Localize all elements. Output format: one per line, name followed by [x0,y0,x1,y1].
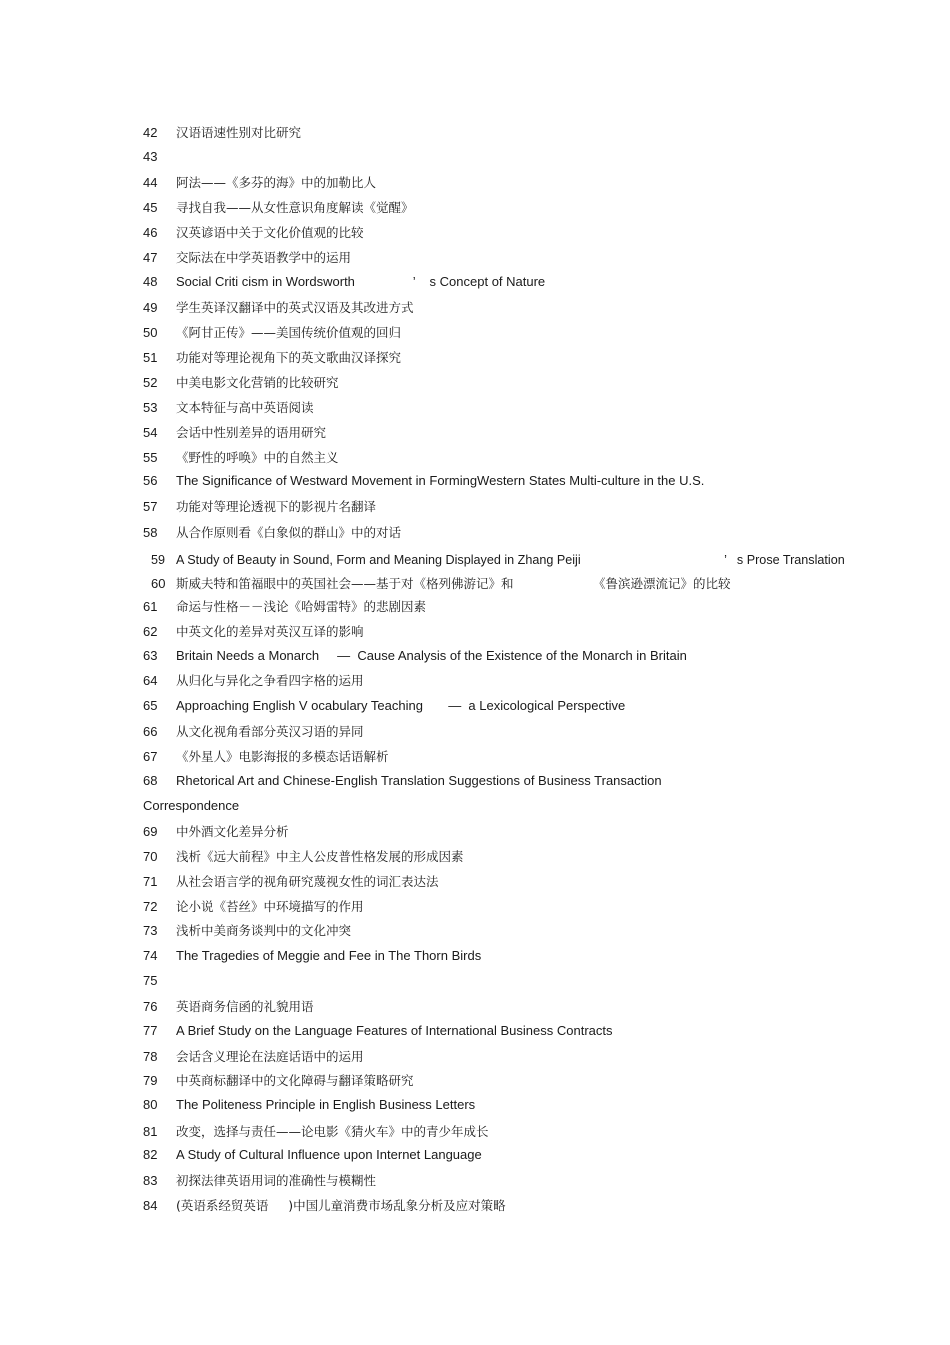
item-title: 斯威夫特和笛福眼中的英国社会——基于对《格列佛游记》和 《鲁滨逊漂流记》的比较 [176,576,731,591]
list-item [143,448,950,468]
item-number: 53 [143,400,158,415]
list-item [143,1095,950,1115]
item-title: Approaching English V ocabulary Teaching — a Lexicological Perspective [176,698,626,713]
item-number: 51 [143,350,158,365]
list-item [143,1171,950,1191]
item-number: 63 [143,648,158,663]
item-number: 58 [143,525,158,540]
list-item [143,646,950,666]
item-title: 英语商务信函的礼貌用语 [176,999,314,1014]
list-item [143,722,950,742]
item-number: 73 [143,923,158,938]
list-item [143,1021,950,1041]
item-number: 83 [143,1173,158,1188]
item-title: 功能对等理论透视下的影视片名翻译 [176,499,377,514]
list-item [143,373,950,393]
item-title: 浅析中美商务谈判中的文化冲突 [176,923,352,938]
list-item [143,123,950,143]
item-number: 82 [143,1147,158,1162]
item-title: 学生英译汉翻译中的英式汉语及其改进方式 [176,300,414,315]
item-title: 浅析《远大前程》中主人公皮普性格发展的形成因素 [176,849,464,864]
item-title: 《外星人》电影海报的多模态话语解析 [176,749,389,764]
list-item [143,597,950,617]
item-title: 文本特征与高中英语阅读 [176,400,314,415]
item-number: 81 [143,1124,158,1139]
item-title: The Tragedies of Meggie and Fee in The Thorn Birds [176,948,482,963]
list-item [143,1145,950,1165]
item-title: (英语系经贸英语 )中国儿童消费市场乱象分析及应对策略 [176,1198,506,1213]
item-number: 48 [143,274,158,289]
list-item [143,847,950,867]
item-title: The Politeness Principle in English Business Letters [176,1097,476,1112]
list-item [143,872,950,892]
list-item [143,198,950,218]
item-number: 50 [143,325,158,340]
item-title: 命运与性格－－浅论《哈姆雷特》的悲剧因素 [176,599,427,614]
item-number: 45 [143,200,158,215]
item-title: 中英文化的差异对英汉互译的影响 [176,624,364,639]
list-item [143,348,950,368]
item-number: 52 [143,375,158,390]
item-title: 从合作原则看《白象似的群山》中的对话 [176,525,402,540]
item-number: 44 [143,175,158,190]
list-item [143,971,950,991]
item-number: 64 [143,673,158,688]
item-number: 57 [143,499,158,514]
item-title: Social Criti cism in Wordsworth ’ s Concept of Nature [176,274,546,289]
item-title: 寻找自我——从女性意识角度解读《觉醒》 [176,200,414,215]
list-item [143,523,950,543]
list-item [143,921,950,941]
list-item [143,323,950,343]
list-item [143,147,950,167]
list-item [143,248,950,268]
list-item [143,747,950,767]
list-item [143,622,950,642]
item-number: 75 [143,973,158,988]
list-item [143,398,950,418]
item-title: The Significance of Westward Movement in FormingWestern States Multi-culture in the U.S. [176,473,705,488]
list-item [143,173,950,193]
item-title: 中美电影文化营销的比较研究 [176,375,339,390]
list-item [143,471,950,491]
item-number: 60 [151,576,166,591]
item-title: A Study of Cultural Influence upon Internet Language [176,1147,482,1162]
item-number: 71 [143,874,158,889]
list-item [143,946,950,966]
list-item-continuation: Correspondence [143,798,240,813]
item-number: 69 [143,824,158,839]
item-number: 80 [143,1097,158,1112]
item-title: 论小说《苔丝》中环境描写的作用 [176,899,364,914]
item-title: 中英商标翻译中的文化障碍与翻译策略研究 [176,1073,414,1088]
list-item [143,696,950,716]
item-title: 阿法——《多芬的海》中的加勒比人 [176,175,377,190]
item-title: 汉英谚语中关于文化价值观的比较 [176,225,364,240]
item-number: 62 [143,624,158,639]
list-item [143,423,950,443]
item-number: 68 [143,773,158,788]
list-item [143,997,950,1017]
list-item [143,1047,950,1067]
list-item [143,1122,950,1142]
list-item [151,574,950,594]
list-item [143,897,950,917]
item-number: 56 [143,473,158,488]
list-item [151,550,950,570]
item-number: 65 [143,698,158,713]
item-number: 74 [143,948,158,963]
item-title: A Study of Beauty in Sound, Form and Meaning Displayed in Zhang Peiji ’ s Prose Translation [176,553,845,567]
item-title: 交际法在中学英语教学中的运用 [176,250,352,265]
item-number: 78 [143,1049,158,1064]
item-title: 初探法律英语用词的准确性与模糊性 [176,1173,377,1188]
list-item [143,1196,950,1216]
item-number: 54 [143,425,158,440]
item-title: 中外酒文化差异分析 [176,824,289,839]
list-item [143,272,950,292]
item-number: 55 [143,450,158,465]
item-title: 汉语语速性别对比研究 [176,125,302,140]
item-number: 42 [143,125,158,140]
item-number: 59 [151,553,166,567]
item-title: 会话中性别差异的语用研究 [176,425,327,440]
list-item [143,771,950,791]
item-number: 49 [143,300,158,315]
item-number: 72 [143,899,158,914]
item-title: A Brief Study on the Language Features of International Business Contracts [176,1023,613,1038]
item-number: 76 [143,999,158,1014]
item-title: 《阿甘正传》——美国传统价值观的回归 [176,325,402,340]
item-number: 79 [143,1073,158,1088]
item-title: 从社会语言学的视角研究蔑视女性的词汇表达法 [176,874,439,889]
item-number: 66 [143,724,158,739]
item-title: Britain Needs a Monarch — Cause Analysis of the Existence of the Monarch in Britain [176,648,687,663]
list-item [143,822,950,842]
item-title: 功能对等理论视角下的英文歌曲汉译探究 [176,350,402,365]
item-title: 改变，选择与责任——论电影《猜火车》中的青少年成长 [176,1124,489,1139]
item-title: 《野性的呼唤》中的自然主义 [176,450,339,465]
list-item [143,497,950,517]
item-number: 67 [143,749,158,764]
item-number: 70 [143,849,158,864]
list-item [143,1071,950,1091]
list-item [143,223,950,243]
item-title: 会话含义理论在法庭话语中的运用 [176,1049,364,1064]
item-number: 43 [143,149,158,164]
item-number: 77 [143,1023,158,1038]
item-number: 47 [143,250,158,265]
item-title: Rhetorical Art and Chinese-English Translation Suggestions of Business Transaction [176,773,662,788]
item-number: 46 [143,225,158,240]
item-title: 从归化与异化之争看四字格的运用 [176,673,364,688]
item-number: 84 [143,1198,158,1213]
list-item [143,671,950,691]
list-item [143,298,950,318]
item-title: 从文化视角看部分英汉习语的异同 [176,724,364,739]
item-number: 61 [143,599,158,614]
